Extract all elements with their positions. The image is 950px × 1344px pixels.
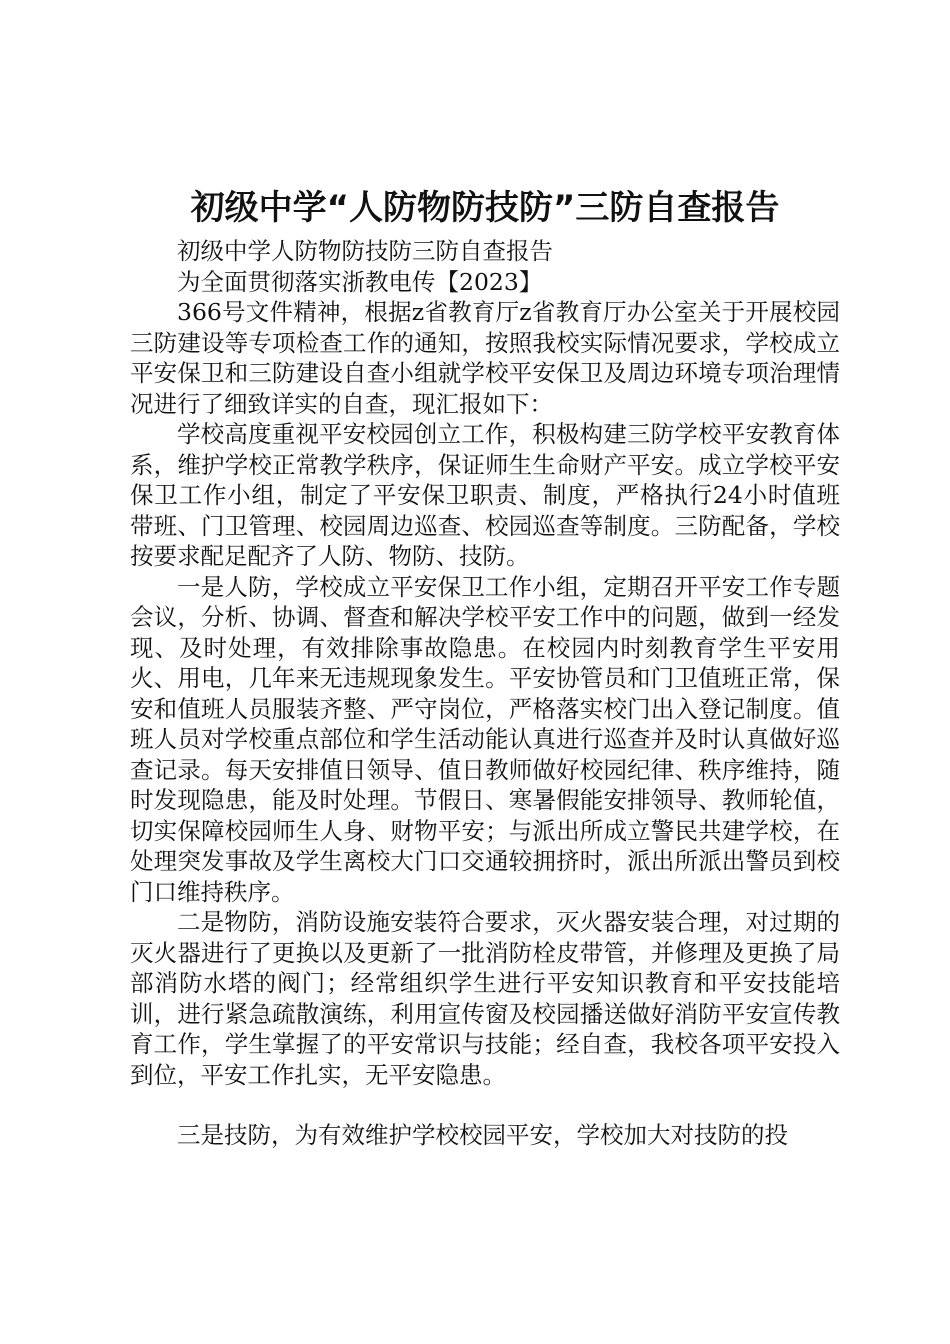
document-title: 初级中学“人防物防技防”三防自查报告 bbox=[190, 188, 780, 228]
section-physical-defense: 二是物防，消防设施安装符合要求，灭火器安装合理，对过期的灭火器进行了更换以及更新了一批消防栓皮带管，并修理及更换了局部消防水塔的阀门；经常组织学生进行平安知识教育和平安技能培训，进行紧急疏散演练，利用宣传窗及校园播送做好消防平安宣传教育工作，学生掌握了的平安常识与技能；经自查，我校各项平安投入到位，平安工作扎实，无平安隐患。 bbox=[130, 908, 840, 1089]
subtitle-paragraph: 初级中学人防物防技防三防自查报告 bbox=[177, 237, 553, 265]
body-paragraph: 学校高度重视平安校园创立工作，积极构建三防学校平安教育体系，维护学校正常教学秩序，保证师生生命财产平安。成立学校平安保卫工作小组，制定了平安保卫职责、制度，严格执行24小时值班带班、门卫管理、校园周边巡查、校园巡查等制度。三防配备，学校按要求配足配齐了人防、物防、技防。 bbox=[130, 420, 840, 570]
intro-paragraph: 为全面贯彻落实浙教电传【2023】 bbox=[177, 267, 543, 296]
body-paragraph: 366号文件精神，根据z省教育厅z省教育厅办公室关于开展校园三防建设等专项检查工作的通知，按照我校实际情况要求，学校成立平安保卫和三防建设自查小组就学校平安保卫及周边环境专项治理情况进行了细致详实的自查，现汇报如下： bbox=[130, 298, 840, 418]
section-tech-defense: 三是技防，为有效维护学校校园平安，学校加大对技防的投 bbox=[177, 1121, 788, 1149]
document-page bbox=[130, 182, 840, 1151]
section-people-defense: 一是人防，学校成立平安保卫工作小组，定期召开平安工作专题会议，分析、协调、督查和解决学校平安工作中的问题，做到一经发现、及时处理，有效排除事故隐患。在校园内时刻教育学生平安用火、用电，几年来无违规现象发生。平安协管员和门卫值班正常，保安和值班人员服装齐整、严守岗位，严格落实校门出入登记制度。值班人员对学校重点部位和学生活动能认真进行巡查并及时认真做好巡查记录。每天安排值日领导、值日教师做好校园纪律、秩序维持，随时发现隐患，能及时处理。节假日、寒暑假能安排领导、教师轮值，切实保障校园师生人身、财物平安；与派出所成立警民共建学校，在处理突发事故及学生离校大门口交通较拥挤时，派出所派出警员到校门口维持秩序。 bbox=[130, 572, 840, 906]
paragraph-gap bbox=[130, 1090, 840, 1120]
